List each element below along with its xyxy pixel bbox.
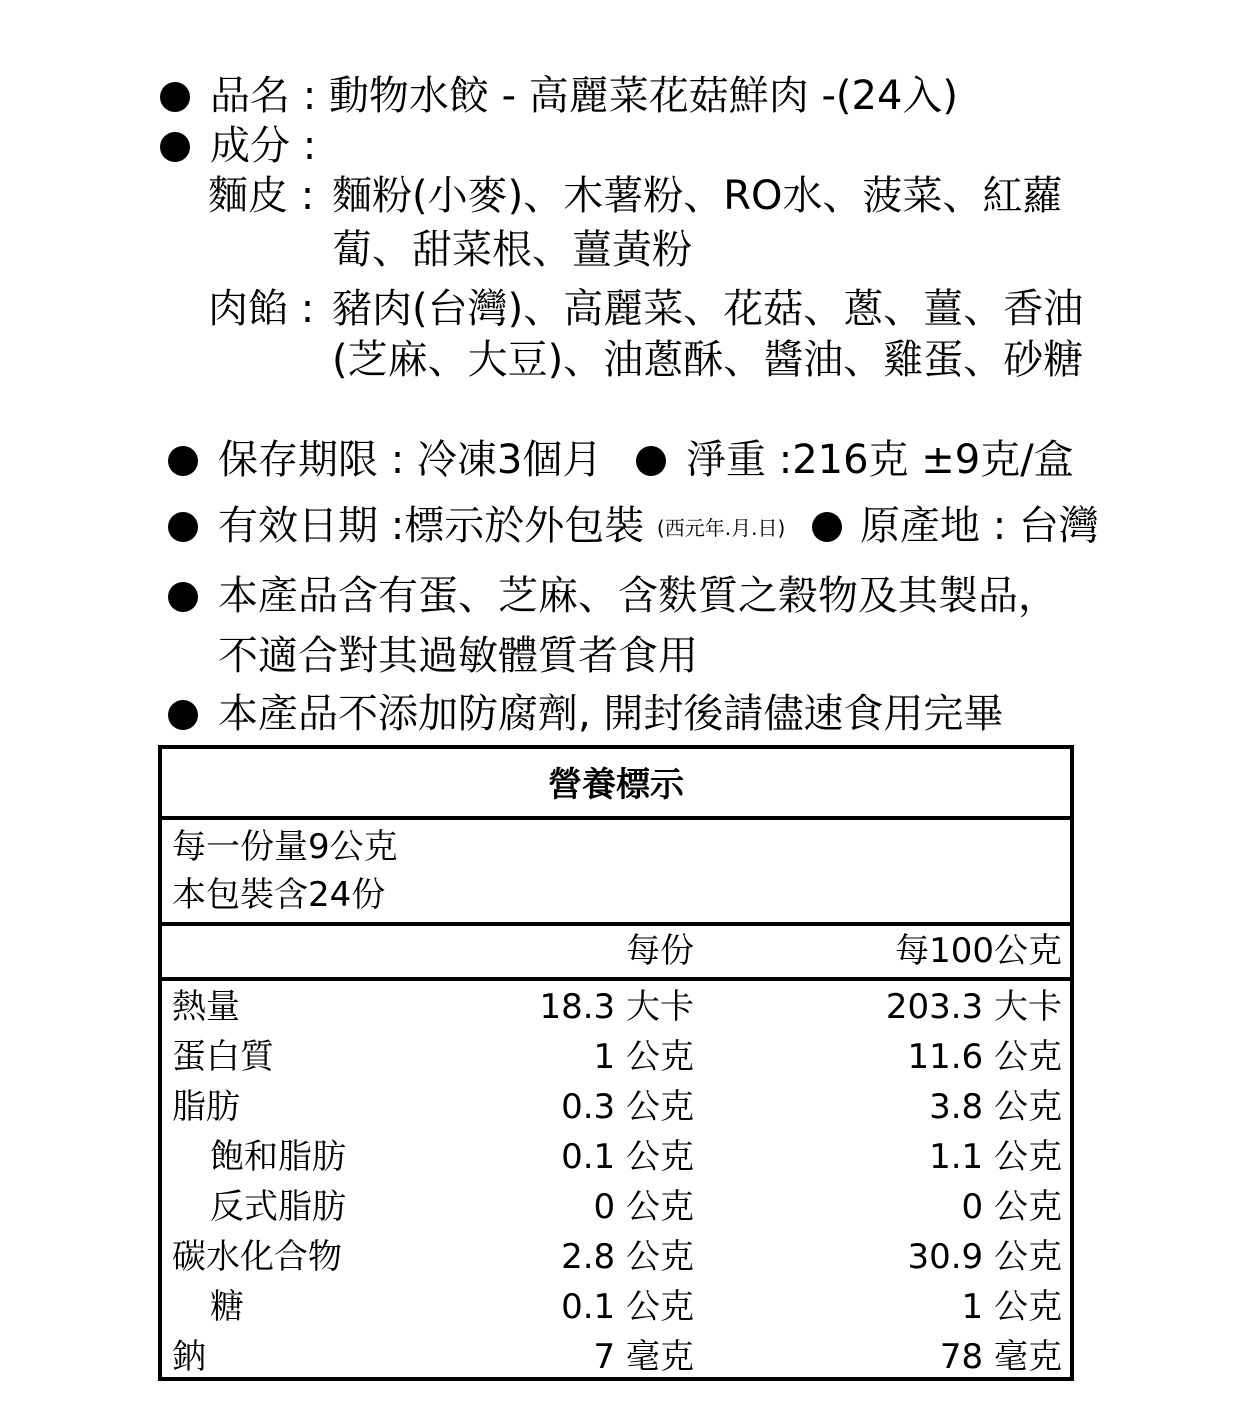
- nutrient-per-serving: 0.3 公克: [561, 1087, 694, 1127]
- expiry-text: 有效日期 :標示於外包裝: [218, 503, 645, 549]
- bullet-icon: [168, 446, 198, 476]
- nutrient-name: 脂肪: [172, 1087, 240, 1127]
- nutrient-name: 碳水化合物: [172, 1237, 342, 1277]
- servings-per-package: 本包裝含24份: [172, 875, 386, 915]
- bullet-icon: [160, 82, 190, 112]
- nutrient-per-100g: 11.6 公克: [907, 1037, 1062, 1077]
- nutrient-name: 飽和脂肪: [210, 1137, 346, 1177]
- preservative-note: 本產品不添加防腐劑, 開封後請儘速食用完畢: [218, 691, 1004, 737]
- bullet-icon: [160, 132, 190, 162]
- serving-size: 每一份量9公克: [172, 827, 398, 867]
- nutrient-per-serving: 2.8 公克: [561, 1237, 694, 1277]
- nutrient-name: 熱量: [172, 987, 240, 1027]
- nutrient-per-100g: 30.9 公克: [907, 1237, 1062, 1277]
- nutrient-per-100g: 203.3 大卡: [885, 987, 1062, 1027]
- nutrient-per-serving: 0.1 公克: [561, 1287, 694, 1327]
- nutrient-per-100g: 3.8 公克: [929, 1087, 1062, 1127]
- column-header-per-100g: 每100公克: [895, 931, 1062, 971]
- shelf-life: 保存期限 : 冷凍3個月: [218, 437, 603, 483]
- divider: [162, 922, 1070, 926]
- nutrient-name: 鈉: [172, 1337, 206, 1377]
- wrapper-ingredients-1: 麵粉(小麥)、木薯粉、RO水、菠菜、紅蘿: [332, 173, 1063, 219]
- filling-ingredients-2: (芝麻、大豆)、油蔥酥、醬油、雞蛋、砂糖: [332, 337, 1084, 383]
- bullet-icon: [636, 446, 666, 476]
- nutrient-per-100g: 1 公克: [961, 1287, 1062, 1327]
- nutrition-title: 營養標示: [548, 765, 684, 805]
- bullet-icon: [168, 512, 198, 542]
- net-weight: 淨重 :216克 ±9克/盒: [686, 437, 1074, 483]
- divider: [162, 977, 1070, 981]
- nutrient-per-100g: 0 公克: [961, 1187, 1062, 1227]
- allergen-warning-1: 本產品含有蛋、芝麻、含麩質之穀物及其製品，: [218, 573, 1058, 619]
- nutrient-per-serving: 0 公克: [593, 1187, 694, 1227]
- expiry-note: (西元年.月.日): [656, 516, 786, 540]
- wrapper-label: 麵皮 :: [208, 173, 315, 219]
- nutrient-per-100g: 1.1 公克: [929, 1137, 1062, 1177]
- nutrient-per-serving: 0.1 公克: [561, 1137, 694, 1177]
- nutrient-name: 糖: [210, 1287, 244, 1327]
- wrapper-ingredients-2: 蔔、甜菜根、薑黃粉: [332, 227, 692, 273]
- filling-label: 肉餡 :: [208, 286, 315, 332]
- nutrient-per-serving: 1 公克: [593, 1037, 694, 1077]
- origin: 原產地 : 台灣: [860, 503, 1099, 549]
- nutrient-name: 蛋白質: [172, 1037, 274, 1077]
- bullet-icon: [168, 700, 198, 730]
- nutrient-name: 反式脂肪: [210, 1187, 346, 1227]
- bullet-icon: [168, 582, 198, 612]
- ingredients-label: 成分 :: [210, 123, 317, 169]
- expiry-date: [218, 502, 785, 552]
- nutrition-table: [158, 745, 1074, 1381]
- nutrient-per-serving: 7 毫克: [593, 1337, 694, 1377]
- divider: [162, 816, 1070, 820]
- nutrient-per-serving: 18.3 大卡: [539, 987, 694, 1027]
- column-header-per-serving: 每份: [626, 931, 694, 971]
- filling-ingredients-1: 豬肉(台灣)、高麗菜、花菇、蔥、薑、香油: [332, 286, 1084, 332]
- nutrient-per-100g: 78 毫克: [939, 1337, 1062, 1377]
- allergen-warning-2: 不適合對其過敏體質者食用: [218, 633, 698, 679]
- product-name: 品名 : 動物水餃 - 高麗菜花菇鮮肉 -(24入): [210, 73, 959, 119]
- bullet-icon: [812, 512, 842, 542]
